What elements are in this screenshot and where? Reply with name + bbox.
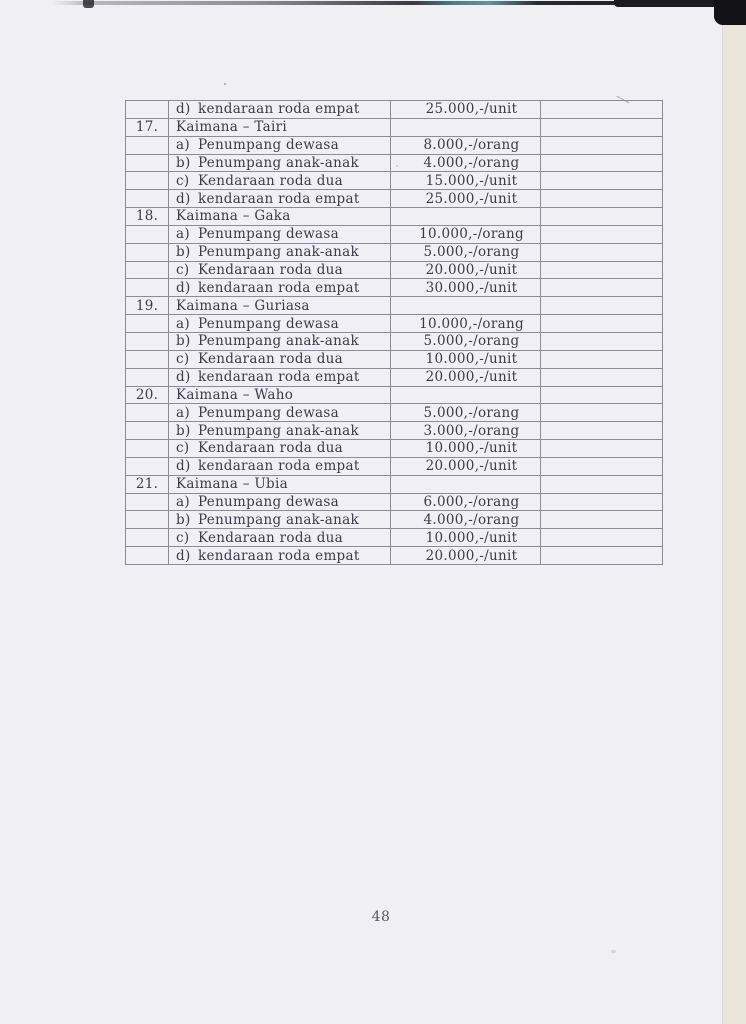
item-cell: [169, 190, 391, 208]
route-name-cell: Kaimana – Waho: [169, 386, 391, 404]
tariff-cell: [391, 118, 541, 136]
row-number-cell: [126, 243, 169, 261]
tariff-item-row: [126, 529, 663, 547]
route-row: [126, 475, 663, 493]
tariff-item-row: [126, 136, 663, 154]
item-letter: a): [176, 493, 190, 510]
item-cell: [169, 440, 391, 458]
item-letter: d): [176, 369, 191, 386]
row-number-cell: [126, 511, 169, 529]
tariff-item-row: [126, 279, 663, 297]
tariff-cell: 10.000,-/unit: [391, 440, 541, 458]
item-label: Penumpang anak-anak: [198, 154, 359, 171]
tariff-cell: 20.000,-/unit: [391, 368, 541, 386]
notes-cell: [541, 440, 663, 458]
tariff-cell: 3.000,-/orang: [391, 422, 541, 440]
item-cell: [169, 101, 391, 119]
item-label: Penumpang dewasa: [198, 226, 339, 243]
row-number-cell: [126, 279, 169, 297]
item-letter: a): [176, 315, 190, 332]
scan-edge-tick-artifact: [83, 0, 94, 8]
item-letter: c): [176, 172, 190, 189]
item-label: Kendaraan roda dua: [198, 529, 343, 546]
route-number-cell: 20.: [126, 386, 169, 404]
notes-cell: [541, 208, 663, 226]
item-cell: [169, 368, 391, 386]
item-label: Kendaraan roda dua: [198, 262, 343, 279]
tariff-cell: 10.000,-/orang: [391, 225, 541, 243]
page-number: 48: [371, 909, 391, 925]
row-number-cell: [126, 332, 169, 350]
item-cell: [169, 315, 391, 333]
item-letter: c): [176, 262, 190, 279]
item-letter: d): [176, 547, 191, 564]
notes-cell: [541, 297, 663, 315]
tariff-table: [125, 100, 663, 565]
row-number-cell: [126, 493, 169, 511]
row-number-cell: [126, 190, 169, 208]
row-number-cell: [126, 350, 169, 368]
row-number-cell: [126, 440, 169, 458]
tariff-item-row: [126, 261, 663, 279]
route-row: [126, 297, 663, 315]
notes-cell: [541, 422, 663, 440]
notes-cell: [541, 118, 663, 136]
route-row: [126, 118, 663, 136]
tariff-item-row: [126, 190, 663, 208]
item-cell: [169, 172, 391, 190]
row-number-cell: [126, 404, 169, 422]
notes-cell: [541, 404, 663, 422]
row-number-cell: [126, 154, 169, 172]
tariff-item-row: [126, 511, 663, 529]
item-label: Kendaraan roda dua: [198, 440, 343, 457]
scan-corner-block-artifact: [714, 0, 746, 25]
tariff-cell: 20.000,-/unit: [391, 547, 541, 565]
tariff-cell: 25.000,-/unit: [391, 190, 541, 208]
row-number-cell: [126, 261, 169, 279]
tariff-cell: 10.000,-/unit: [391, 529, 541, 547]
item-cell: [169, 511, 391, 529]
row-number-cell: [126, 457, 169, 475]
item-label: Penumpang anak-anak: [198, 244, 359, 261]
item-cell: [169, 154, 391, 172]
notes-cell: [541, 243, 663, 261]
tariff-cell: [391, 475, 541, 493]
item-cell: [169, 493, 391, 511]
item-letter: b): [176, 511, 191, 528]
item-label: Penumpang dewasa: [198, 404, 339, 421]
tariff-item-row: [126, 154, 663, 172]
tariff-item-row: [126, 243, 663, 261]
item-label: kendaraan roda empat: [198, 458, 360, 475]
route-row: [126, 208, 663, 226]
route-number-cell: 19.: [126, 297, 169, 315]
tariff-item-row: [126, 172, 663, 190]
row-number-cell: [126, 529, 169, 547]
notes-cell: [541, 315, 663, 333]
notes-cell: [541, 279, 663, 297]
item-letter: c): [176, 529, 190, 546]
item-label: Penumpang dewasa: [198, 315, 339, 332]
tariff-item-row: [126, 315, 663, 333]
item-label: Penumpang dewasa: [198, 137, 339, 154]
tariff-item-row: [126, 440, 663, 458]
item-cell: [169, 261, 391, 279]
item-cell: [169, 404, 391, 422]
item-label: Kendaraan roda dua: [198, 172, 343, 189]
item-letter: d): [176, 101, 191, 118]
item-cell: [169, 225, 391, 243]
row-number-cell: [126, 101, 169, 119]
row-number-cell: [126, 225, 169, 243]
item-label: kendaraan roda empat: [198, 547, 360, 564]
item-letter: d): [176, 279, 191, 296]
route-row: [126, 386, 663, 404]
tariff-item-row: [126, 332, 663, 350]
tariff-cell: 8.000,-/orang: [391, 136, 541, 154]
notes-cell: [541, 261, 663, 279]
item-cell: [169, 350, 391, 368]
tariff-cell: 30.000,-/unit: [391, 279, 541, 297]
route-number-cell: 21.: [126, 475, 169, 493]
row-number-cell: [126, 315, 169, 333]
item-label: kendaraan roda empat: [198, 101, 360, 118]
notes-cell: [541, 172, 663, 190]
row-number-cell: [126, 547, 169, 565]
tariff-cell: 15.000,-/unit: [391, 172, 541, 190]
item-cell: [169, 332, 391, 350]
tariff-cell: 10.000,-/unit: [391, 350, 541, 368]
notes-cell: [541, 386, 663, 404]
tariff-cell: 6.000,-/orang: [391, 493, 541, 511]
tariff-cell: [391, 208, 541, 226]
notes-cell: [541, 547, 663, 565]
tariff-cell: 20.000,-/unit: [391, 261, 541, 279]
notes-cell: [541, 475, 663, 493]
item-letter: d): [176, 458, 191, 475]
scan-speckle: [611, 950, 616, 953]
tariff-cell: 20.000,-/unit: [391, 457, 541, 475]
tariff-cell: 4.000,-/orang: [391, 154, 541, 172]
tariff-cell: 5.000,-/orang: [391, 332, 541, 350]
tariff-cell: [391, 386, 541, 404]
notes-cell: [541, 225, 663, 243]
notes-cell: [541, 368, 663, 386]
item-cell: [169, 136, 391, 154]
tariff-item-row: [126, 101, 663, 119]
tariff-cell: 25.000,-/unit: [391, 101, 541, 119]
item-letter: b): [176, 422, 191, 439]
item-letter: a): [176, 137, 190, 154]
item-letter: c): [176, 351, 190, 368]
notes-cell: [541, 350, 663, 368]
notes-cell: [541, 136, 663, 154]
tariff-cell: [391, 297, 541, 315]
tariff-cell: 10.000,-/orang: [391, 315, 541, 333]
item-cell: [169, 243, 391, 261]
item-cell: [169, 529, 391, 547]
route-number-cell: 17.: [126, 118, 169, 136]
item-label: Penumpang dewasa: [198, 493, 339, 510]
notes-cell: [541, 511, 663, 529]
row-number-cell: [126, 368, 169, 386]
item-letter: a): [176, 226, 190, 243]
item-letter: b): [176, 244, 191, 261]
item-letter: c): [176, 440, 190, 457]
notes-cell: [541, 190, 663, 208]
notes-cell: [541, 493, 663, 511]
row-number-cell: [126, 172, 169, 190]
notes-cell: [541, 101, 663, 119]
tariff-cell: 5.000,-/orang: [391, 243, 541, 261]
scan-speckle: [224, 83, 226, 85]
tariff-item-row: [126, 404, 663, 422]
item-cell: [169, 547, 391, 565]
item-letter: b): [176, 333, 191, 350]
tariff-item-row: [126, 422, 663, 440]
tariff-item-row: [126, 368, 663, 386]
item-letter: a): [176, 404, 190, 421]
item-cell: [169, 279, 391, 297]
tariff-item-row: [126, 547, 663, 565]
item-label: kendaraan roda empat: [198, 279, 360, 296]
route-name-cell: Kaimana – Tairi: [169, 118, 391, 136]
tariff-table-body: [126, 101, 663, 565]
row-number-cell: [126, 422, 169, 440]
notes-cell: [541, 457, 663, 475]
tariff-item-row: [126, 457, 663, 475]
tariff-item-row: [126, 493, 663, 511]
route-name-cell: Kaimana – Ubia: [169, 475, 391, 493]
notes-cell: [541, 154, 663, 172]
notes-cell: [541, 529, 663, 547]
item-label: Penumpang anak-anak: [198, 511, 359, 528]
underlying-sheet-edge: [722, 5, 746, 1024]
item-label: Kendaraan roda dua: [198, 351, 343, 368]
item-label: Penumpang anak-anak: [198, 422, 359, 439]
item-cell: [169, 457, 391, 475]
tariff-item-row: [126, 225, 663, 243]
route-name-cell: Kaimana – Guriasa: [169, 297, 391, 315]
item-label: kendaraan roda empat: [198, 190, 360, 207]
notes-cell: [541, 332, 663, 350]
tariff-cell: 5.000,-/orang: [391, 404, 541, 422]
item-letter: b): [176, 154, 191, 171]
row-number-cell: [126, 136, 169, 154]
item-letter: d): [176, 190, 191, 207]
tariff-item-row: [126, 350, 663, 368]
route-number-cell: 18.: [126, 208, 169, 226]
tariff-cell: 4.000,-/orang: [391, 511, 541, 529]
route-name-cell: Kaimana – Gaka: [169, 208, 391, 226]
item-cell: [169, 422, 391, 440]
item-label: kendaraan roda empat: [198, 369, 360, 386]
item-label: Penumpang anak-anak: [198, 333, 359, 350]
